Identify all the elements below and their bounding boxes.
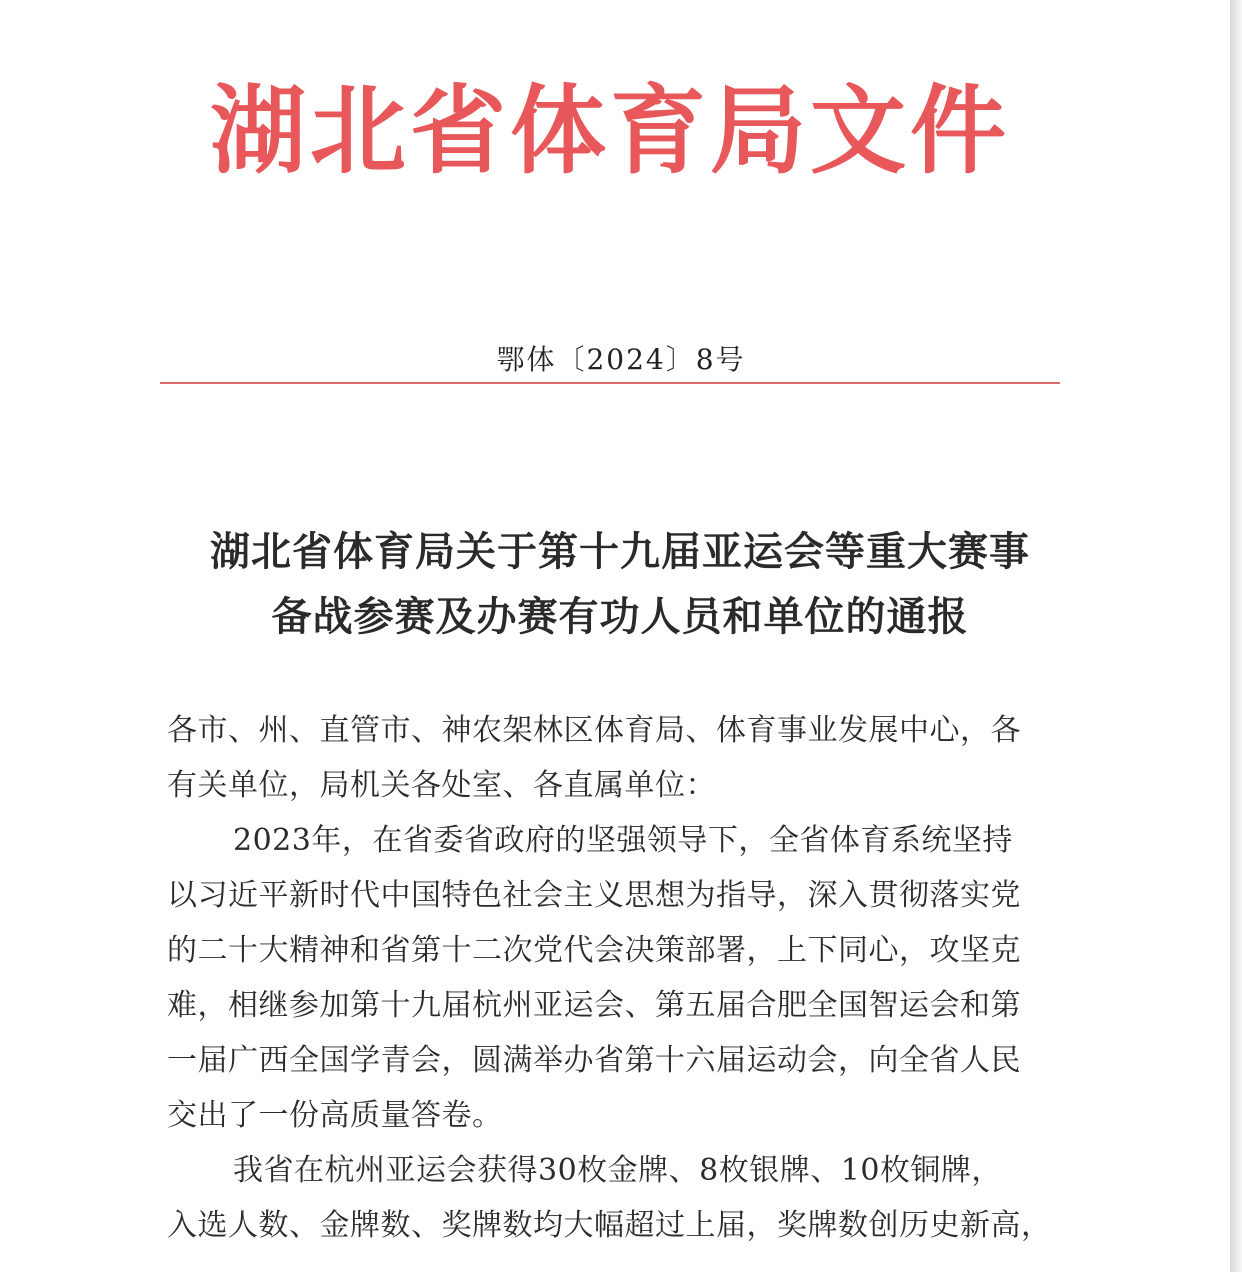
notice-title-line-1: 湖北省体育局关于第十九届亚运会等重大赛事 bbox=[210, 528, 1030, 575]
red-divider-line bbox=[160, 382, 1060, 384]
body-line: 入选人数、金牌数、奖牌数均大幅超过上届，奖牌数创历史新高， bbox=[167, 1208, 1052, 1243]
body-line: 有关单位，局机关各处室、各直属单位： bbox=[167, 768, 716, 803]
notice-title-line-2: 备战参赛及办赛有功人员和单位的通报 bbox=[271, 593, 969, 640]
page-edge-shadow bbox=[1230, 0, 1242, 1272]
body-line: 交出了一份高质量答卷。 bbox=[167, 1098, 503, 1133]
body-line: 一届广西全国学青会，圆满举办省第十六届运动会，向全省人民 bbox=[167, 1043, 1021, 1078]
document-number: 鄂体〔2024〕8号 bbox=[496, 343, 746, 376]
body-line: 的二十大精神和省第十二次党代会决策部署，上下同心，攻坚克 bbox=[167, 933, 1021, 968]
body-line: 各市、州、直管市、神农架林区体育局、体育事业发展中心，各 bbox=[167, 713, 1021, 748]
body-line: 以习近平新时代中国特色社会主义思想为指导，深入贯彻落实党 bbox=[167, 878, 1021, 913]
body-line: 难，相继参加第十九届杭州亚运会、第五届合肥全国智运会和第 bbox=[167, 988, 1021, 1023]
body-line: 2023年，在省委省政府的坚强领导下，全省体育系统坚持 bbox=[233, 823, 1013, 858]
body-line: 我省在杭州亚运会获得30枚金牌、8枚银牌、10枚铜牌， bbox=[233, 1153, 1002, 1188]
issuer-header-title: 湖北省体育局文件 bbox=[210, 74, 1010, 187]
